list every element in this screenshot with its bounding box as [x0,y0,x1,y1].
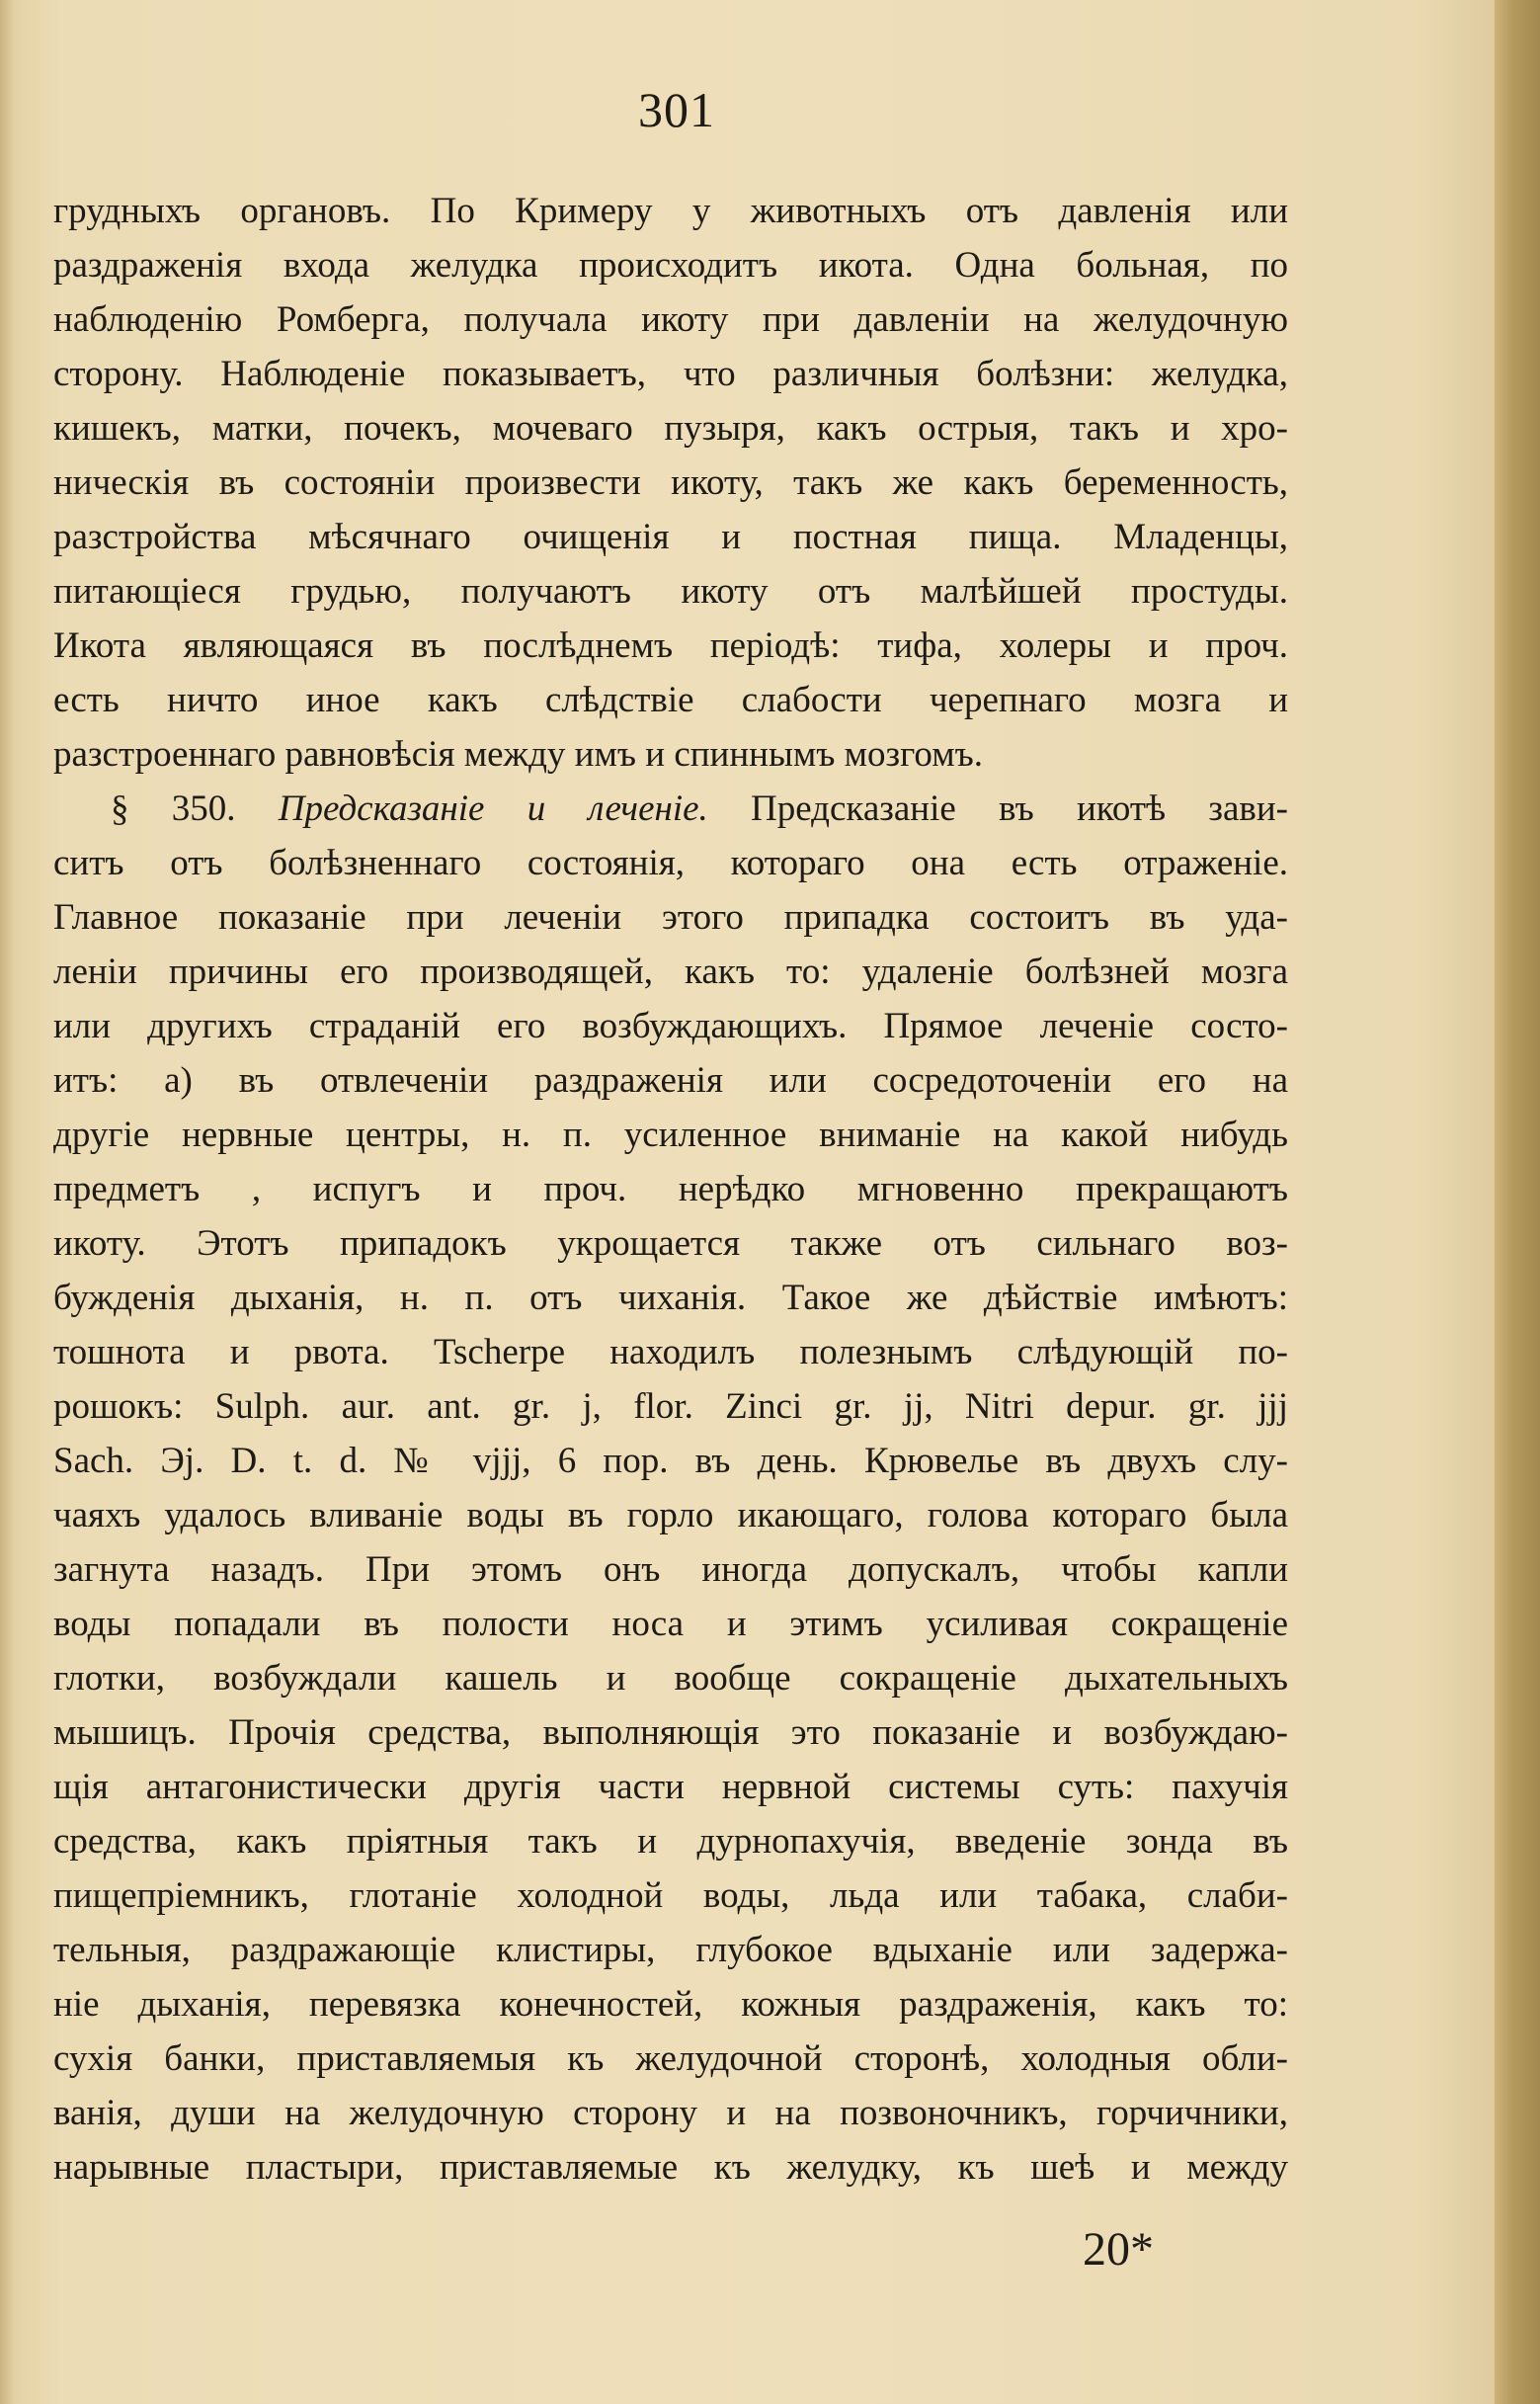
text-line: тошнота и рвота. Tsсherре находилъ полезнымъ слѣдующій по- [53,1332,1288,1372]
text-line: сторону. Наблюденіе показываетъ, что различныя болѣзни: желудка, [53,354,1288,394]
section-title: Предсказаніе и леченіе. [278,788,708,829]
text-line: мышицъ. Прочія средства, выполняющія это показаніе и возбуждаю- [53,1712,1288,1753]
text-line: раздраженія входа желудка происходитъ икота. Одна больная, по [53,245,1288,286]
text-line: средства, какъ пріятныя такъ и дурнопахучія, введеніе зонда въ [53,1821,1288,1862]
section-heading-line [53,782,1288,836]
text-line: разстроеннаго равновѣсія между имъ и спиннымъ мозгомъ. [53,734,983,775]
text-line: Икота являющаяся въ послѣднемъ періодѣ: тифа, холеры и проч. [53,625,1288,666]
text-line: Sach. Эj. D. t. d. № vjjj, 6 пор. въ день. Крювелье въ двухъ слу- [53,1441,1288,1481]
text-line: есть ничто иное какъ слѣдствіе слабости черепнаго мозга и [53,680,1288,720]
text-line: наблюденію Ромберга, получала икоту при давленіи на желудочную [53,299,1288,340]
text-line: питающіеся грудью, получаютъ икоту отъ малѣйшей простуды. [53,571,1288,612]
text-line: предметъ , испугъ и проч. нерѣдко мгновенно прекращаютъ [53,1169,1288,1209]
text-line: бужденія дыханія, н. п. отъ чиханія. Такое же дѣйствіе имѣютъ: [53,1278,1288,1318]
signature-mark: 20* [1083,2223,1154,2276]
text-line: чаяхъ удалось вливаніе воды въ горло икающаго, голова котораго была [53,1495,1288,1535]
section-number: § 350. [111,788,236,829]
text-line: ванія, души на желудочную сторону и на позвоночникъ, горчичники, [53,2093,1288,2133]
body-text [53,184,1288,2195]
text-line: сухія банки, приставляемыя къ желудочной сторонѣ, холодныя обли- [53,2038,1288,2079]
text-line: загнута назадъ. При этомъ онъ иногда допускалъ, чтобы капли [53,1549,1288,1590]
text-line: рошокъ: Sulph. aur. ant. gr. j, flor. Zinci gr. jj, Nitri depur. gr. jjj [53,1386,1288,1427]
text-line: разстройства мѣсячнаго очищенія и постная пища. Младенцы, [53,517,1288,557]
text-line: ническія въ состояніи произвести икоту, такъ же какъ беременность, [53,462,1288,503]
text-line: итъ: а) въ отвлеченіи раздраженія или сосредоточеніи его на [53,1060,1288,1101]
page-number: 301 [638,82,715,137]
text-line: глотки, возбуждали кашель и вообще сокращеніе дыхательныхъ [53,1658,1288,1699]
text-line: или другихъ страданій его возбуждающихъ. Прямое леченіе состо- [53,1006,1288,1046]
page-right-edge [1495,0,1540,2404]
text-line: пищепріемникъ, глотаніе холодной воды, льда или табака, слаби- [53,1875,1288,1916]
page-left-edge [0,0,14,2404]
text-line: леніи причины его производящей, какъ то: удаленіе болѣзней мозга [53,952,1288,992]
text-line: нарывные пластыри, приставляемые къ желудку, къ шеѣ и между [53,2147,1288,2188]
text-line: ніе дыханія, перевязка конечностей, кожныя раздраженія, какъ то: [53,1984,1288,2025]
text-line: кишекъ, матки, почекъ, мочеваго пузыря, какъ острыя, такъ и хро- [53,408,1288,449]
text-line: щія антагонистически другія части нервной системы суть: пахучія [53,1767,1288,1807]
text-line: ситъ отъ болѣзненнаго состоянія, котораго она есть отраженіе. [53,843,1288,883]
text-line: воды попадали въ полости носа и этимъ усиливая сокращеніе [53,1604,1288,1644]
text-line: грудныхъ органовъ. По Кримеру у животныхъ отъ давленія или [53,191,1288,231]
text-line: другіе нервные центры, н. п. усиленное вниманіе на какой нибудь [53,1115,1288,1155]
text-line: икоту. Этотъ припадокъ укрощается также отъ сильнаго воз- [53,1223,1288,1264]
text-line: Главное показаніе при леченіи этого припадка состоитъ въ уда- [53,897,1288,938]
text-line: тельныя, раздражающіе клистиры, глубокое вдыханіе или задержа- [53,1930,1288,1970]
text-line: Предсказаніе въ икотѣ зави- [751,788,1288,829]
